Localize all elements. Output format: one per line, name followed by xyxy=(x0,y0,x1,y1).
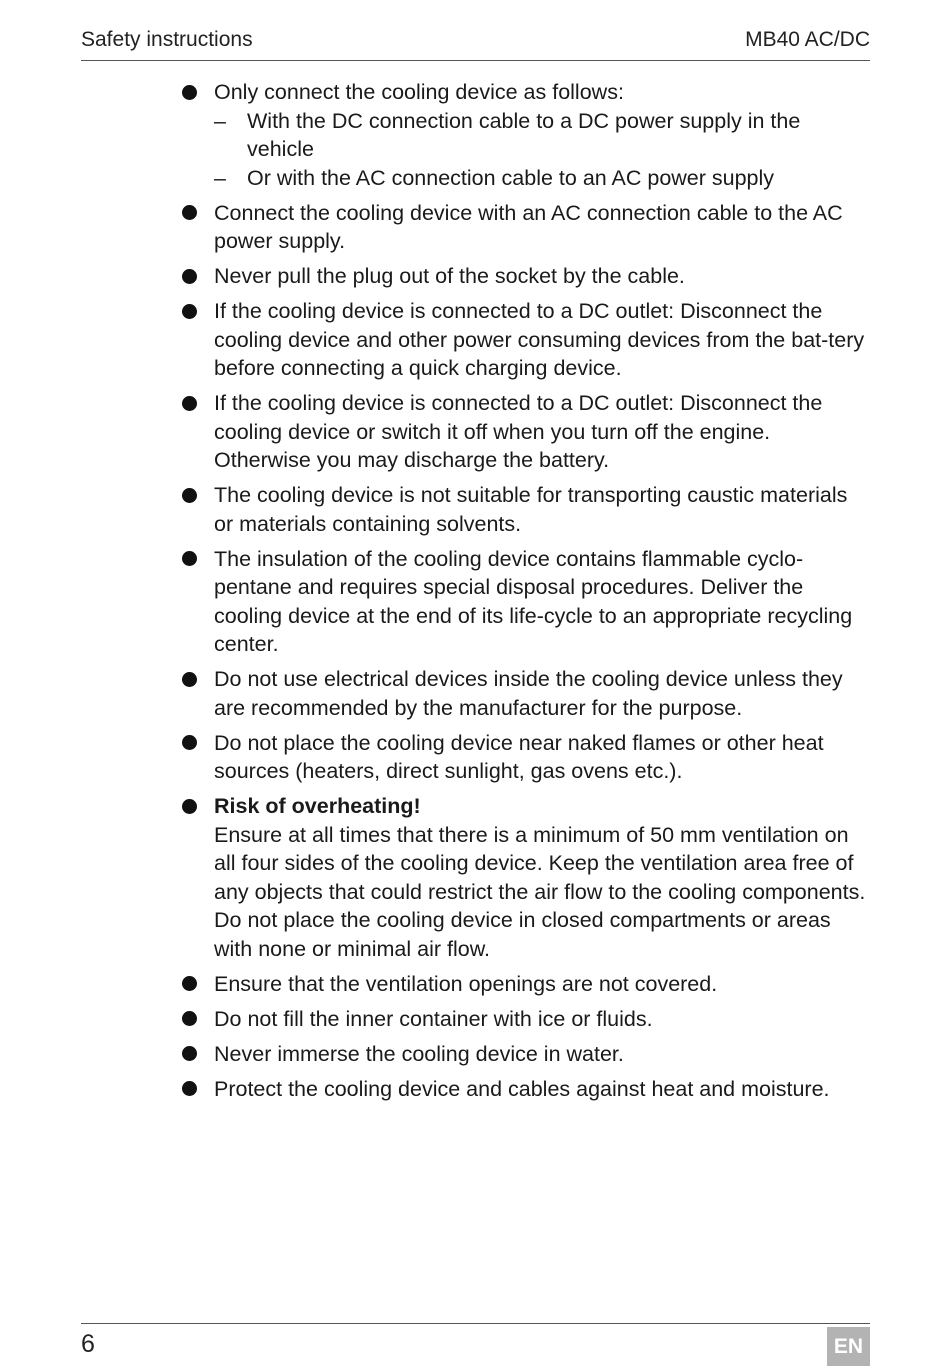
sub-item-text: Or with the AC connection cable to an AC power supply xyxy=(247,165,775,190)
bullet-icon xyxy=(182,304,197,319)
bullet-icon xyxy=(182,396,197,411)
list-item xyxy=(182,262,872,291)
item-text: Do not use electrical devices inside the cooling device unless they are recommended by the manufacturer for the purpose. xyxy=(214,667,843,720)
list-item xyxy=(182,970,872,999)
list-item xyxy=(182,481,872,538)
dash-icon: – xyxy=(214,108,226,133)
bullet-icon xyxy=(182,1081,197,1096)
list-item xyxy=(182,78,872,192)
item-text: Never pull the plug out of the socket by the cable. xyxy=(214,264,685,288)
warning-paragraph: Ensure at all times that there is a minimum of 50 mm ventilation on all four sides of the cooling device. Keep the ventilation area free of any objects that could restrict the air flow to the cooling components. xyxy=(214,822,866,904)
warning-title: Risk of overheating! xyxy=(214,794,421,818)
bullet-icon xyxy=(182,269,197,284)
bullet-icon xyxy=(182,85,197,100)
list-item xyxy=(182,389,872,475)
safety-list xyxy=(182,78,872,1110)
bullet-icon xyxy=(182,551,197,566)
sub-item xyxy=(214,164,872,193)
bullet-icon xyxy=(182,799,197,814)
list-item xyxy=(182,545,872,659)
sub-item-text: With the DC connection cable to a DC power supply in the vehicle xyxy=(247,108,801,161)
item-text: Never immerse the cooling device in water. xyxy=(214,1041,624,1066)
bullet-icon xyxy=(182,1046,197,1061)
item-text: Only connect the cooling device as follows: xyxy=(214,80,624,104)
item-text: Do not place the cooling device near naked flames or other heat sources (heaters, direct sunlight, gas ovens etc.). xyxy=(214,730,824,783)
page-header xyxy=(81,28,870,61)
item-text: Protect the cooling device and cables against heat and moisture. xyxy=(214,1076,830,1101)
list-item xyxy=(182,729,872,786)
section-title: Safety instructions xyxy=(81,28,253,51)
item-text: If the cooling device is connected to a DC outlet: Disconnect the cooling device and other power consuming devices from the bat-tery before connecting a quick charging device. xyxy=(214,299,865,380)
model-name: MB40 AC/DC xyxy=(745,28,870,51)
bullet-icon xyxy=(182,205,197,220)
sub-item xyxy=(214,107,872,164)
item-text: The insulation of the cooling device contains flammable cyclo-pentane and requires special disposal procedures. Deliver the cooling device at the end of its life-cycle to an appropriate recycling center. xyxy=(214,546,853,656)
bullet-icon xyxy=(182,976,197,991)
list-item xyxy=(182,1005,872,1034)
item-text: Ensure that the ventilation openings are not covered. xyxy=(214,971,718,996)
list-item xyxy=(182,199,872,256)
language-badge: EN xyxy=(827,1327,870,1366)
page-number: 6 xyxy=(81,1330,95,1358)
warning-paragraph: Do not place the cooling device in closed compartments or areas with none or minimal air flow. xyxy=(214,908,831,961)
list-item xyxy=(182,1040,872,1069)
page-footer xyxy=(81,1323,870,1366)
list-item-warning xyxy=(182,792,872,963)
bullet-icon xyxy=(182,488,197,503)
list-item xyxy=(182,665,872,722)
list-item xyxy=(182,1075,872,1104)
dash-icon: – xyxy=(214,165,226,190)
item-text: Do not fill the inner container with ice or fluids. xyxy=(214,1006,653,1031)
bullet-icon xyxy=(182,735,197,750)
item-text: If the cooling device is connected to a DC outlet: Disconnect the cooling device or switch it off when you turn off the engine. Otherwise you may discharge the battery. xyxy=(214,391,823,472)
list-item xyxy=(182,297,872,383)
bullet-icon xyxy=(182,672,197,687)
bullet-icon xyxy=(182,1011,197,1026)
item-text: The cooling device is not suitable for transporting caustic materials or materials containing solvents. xyxy=(214,483,848,536)
item-text: Connect the cooling device with an AC connection cable to the AC power supply. xyxy=(214,200,843,253)
